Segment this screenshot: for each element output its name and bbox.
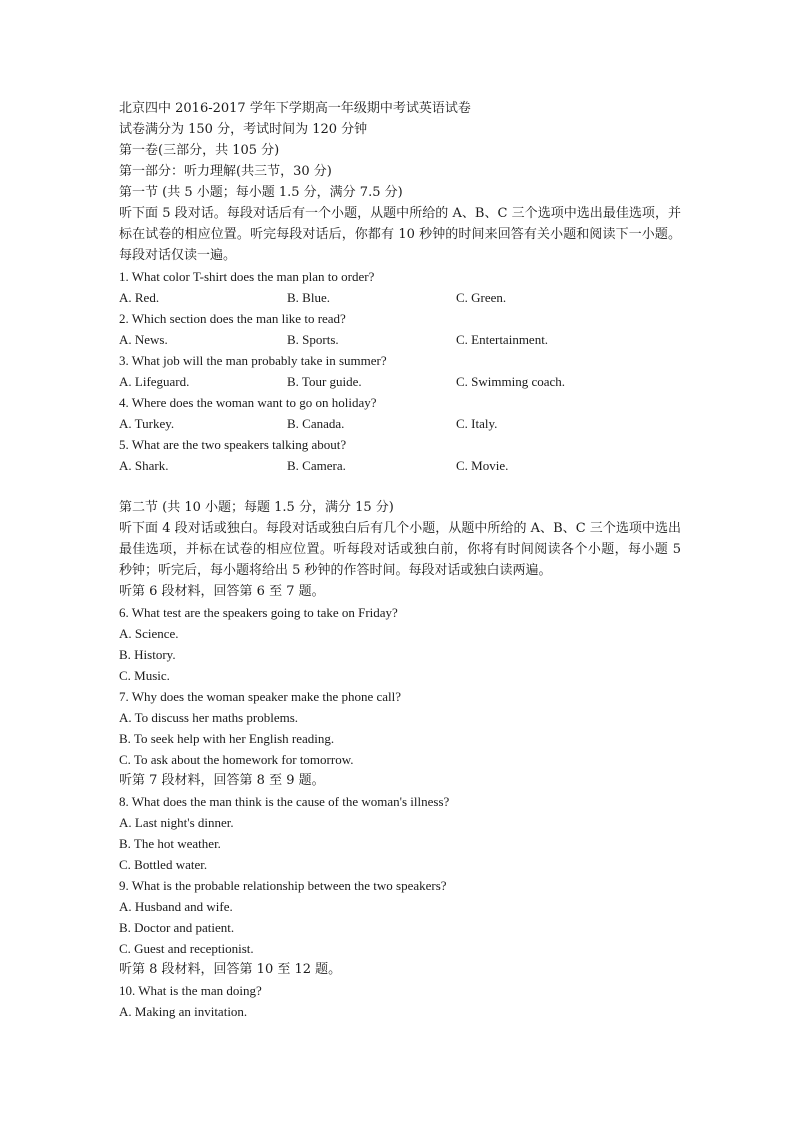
option-b: B. Canada. <box>287 416 345 431</box>
option-a: A. Shark. <box>119 458 169 473</box>
section2-heading: 第二节 (共 10 小题；每题 1.5 分，满分 15 分) <box>119 500 394 515</box>
question-10: 10. What is the man doing? <box>119 983 262 998</box>
score-time-note: 试卷满分为 150 分，考试时间为 120 分钟 <box>119 122 368 137</box>
option-a: A. News. <box>119 332 168 347</box>
section-spacer <box>119 476 681 497</box>
option-a: A. To discuss her maths problems. <box>119 710 299 725</box>
option-c: C. Swimming coach. <box>456 374 566 389</box>
material-7-note: 听第 7 段材料，回答第 8 至 9 题。 <box>119 773 325 788</box>
option-a: A. Last night's dinner. <box>119 815 234 830</box>
option-c: C. Music. <box>119 668 170 683</box>
section1-instructions: 听下面 5 段对话。每段对话后有一个小题，从题中所给的 A、B、C 三个选项中选出最佳选项，并标在试卷的相应位置。听完每段对话后，你都有 10 秒钟的时间来回答有关小题和阅读下一小题。每段对话仅读一遍。 <box>119 206 681 263</box>
option-a: A. Science. <box>119 626 179 641</box>
question-4-options <box>119 413 681 434</box>
option-c: C. Green. <box>456 290 507 305</box>
option-a: A. Husband and wife. <box>119 899 233 914</box>
section1-heading: 第一节 (共 5 小题；每小题 1.5 分，满分 7.5 分) <box>119 185 403 200</box>
option-b: B. Camera. <box>287 458 346 473</box>
option-c: C. Entertainment. <box>456 332 549 347</box>
question-2: 2. Which section does the man like to read? <box>119 311 346 326</box>
option-c: C. Bottled water. <box>119 857 208 872</box>
option-c: C. To ask about the homework for tomorrow. <box>119 752 354 767</box>
question-5: 5. What are the two speakers talking about? <box>119 437 347 452</box>
option-b: B. Doctor and patient. <box>119 920 235 935</box>
exam-title: 北京四中 2016-2017 学年下学期高一年级期中考试英语试卷 <box>119 101 471 116</box>
question-2-options <box>119 329 681 350</box>
option-b: B. Blue. <box>287 290 330 305</box>
question-3-options <box>119 371 681 392</box>
volume-heading: 第一卷(三部分，共 105 分) <box>119 143 280 158</box>
option-b: B. Tour guide. <box>287 374 362 389</box>
option-a: A. Making an invitation. <box>119 1004 248 1019</box>
option-b: B. History. <box>119 647 176 662</box>
question-6: 6. What test are the speakers going to take on Friday? <box>119 605 398 620</box>
question-1-options <box>119 287 681 308</box>
option-a: A. Lifeguard. <box>119 374 190 389</box>
material-8-note: 听第 8 段材料，回答第 10 至 12 题。 <box>119 962 342 977</box>
option-b: B. The hot weather. <box>119 836 221 851</box>
option-c: C. Movie. <box>456 458 509 473</box>
question-3: 3. What job will the man probably take in summer? <box>119 353 387 368</box>
option-b: B. To seek help with her English reading. <box>119 731 335 746</box>
question-9: 9. What is the probable relationship between the two speakers? <box>119 878 447 893</box>
material-6-note: 听第 6 段材料，回答第 6 至 7 题。 <box>119 584 325 599</box>
option-c: C. Italy. <box>456 416 498 431</box>
option-a: A. Red. <box>119 290 160 305</box>
option-c: C. Guest and receptionist. <box>119 941 254 956</box>
option-a: A. Turkey. <box>119 416 175 431</box>
question-8: 8. What does the man think is the cause of the woman's illness? <box>119 794 450 809</box>
question-7: 7. Why does the woman speaker make the phone call? <box>119 689 402 704</box>
question-5-options <box>119 455 681 476</box>
option-b: B. Sports. <box>287 332 339 347</box>
exam-page <box>119 98 681 1022</box>
part-heading: 第一部分：听力理解(共三节，30 分) <box>119 164 332 179</box>
question-4: 4. Where does the woman want to go on holiday? <box>119 395 377 410</box>
section2-instructions: 听下面 4 段对话或独白。每段对话或独白后有几个小题，从题中所给的 A、B、C 三个选项中选出最佳选项，并标在试卷的相应位置。听每段对话或独白前，你将有时间阅读各个小题，每小题 5 秒钟；听完后，每小题将给出 5 秒钟的作答时间。每段对话或独白读两遍。 <box>119 521 681 578</box>
question-1: 1. What color T-shirt does the man plan to order? <box>119 269 375 284</box>
